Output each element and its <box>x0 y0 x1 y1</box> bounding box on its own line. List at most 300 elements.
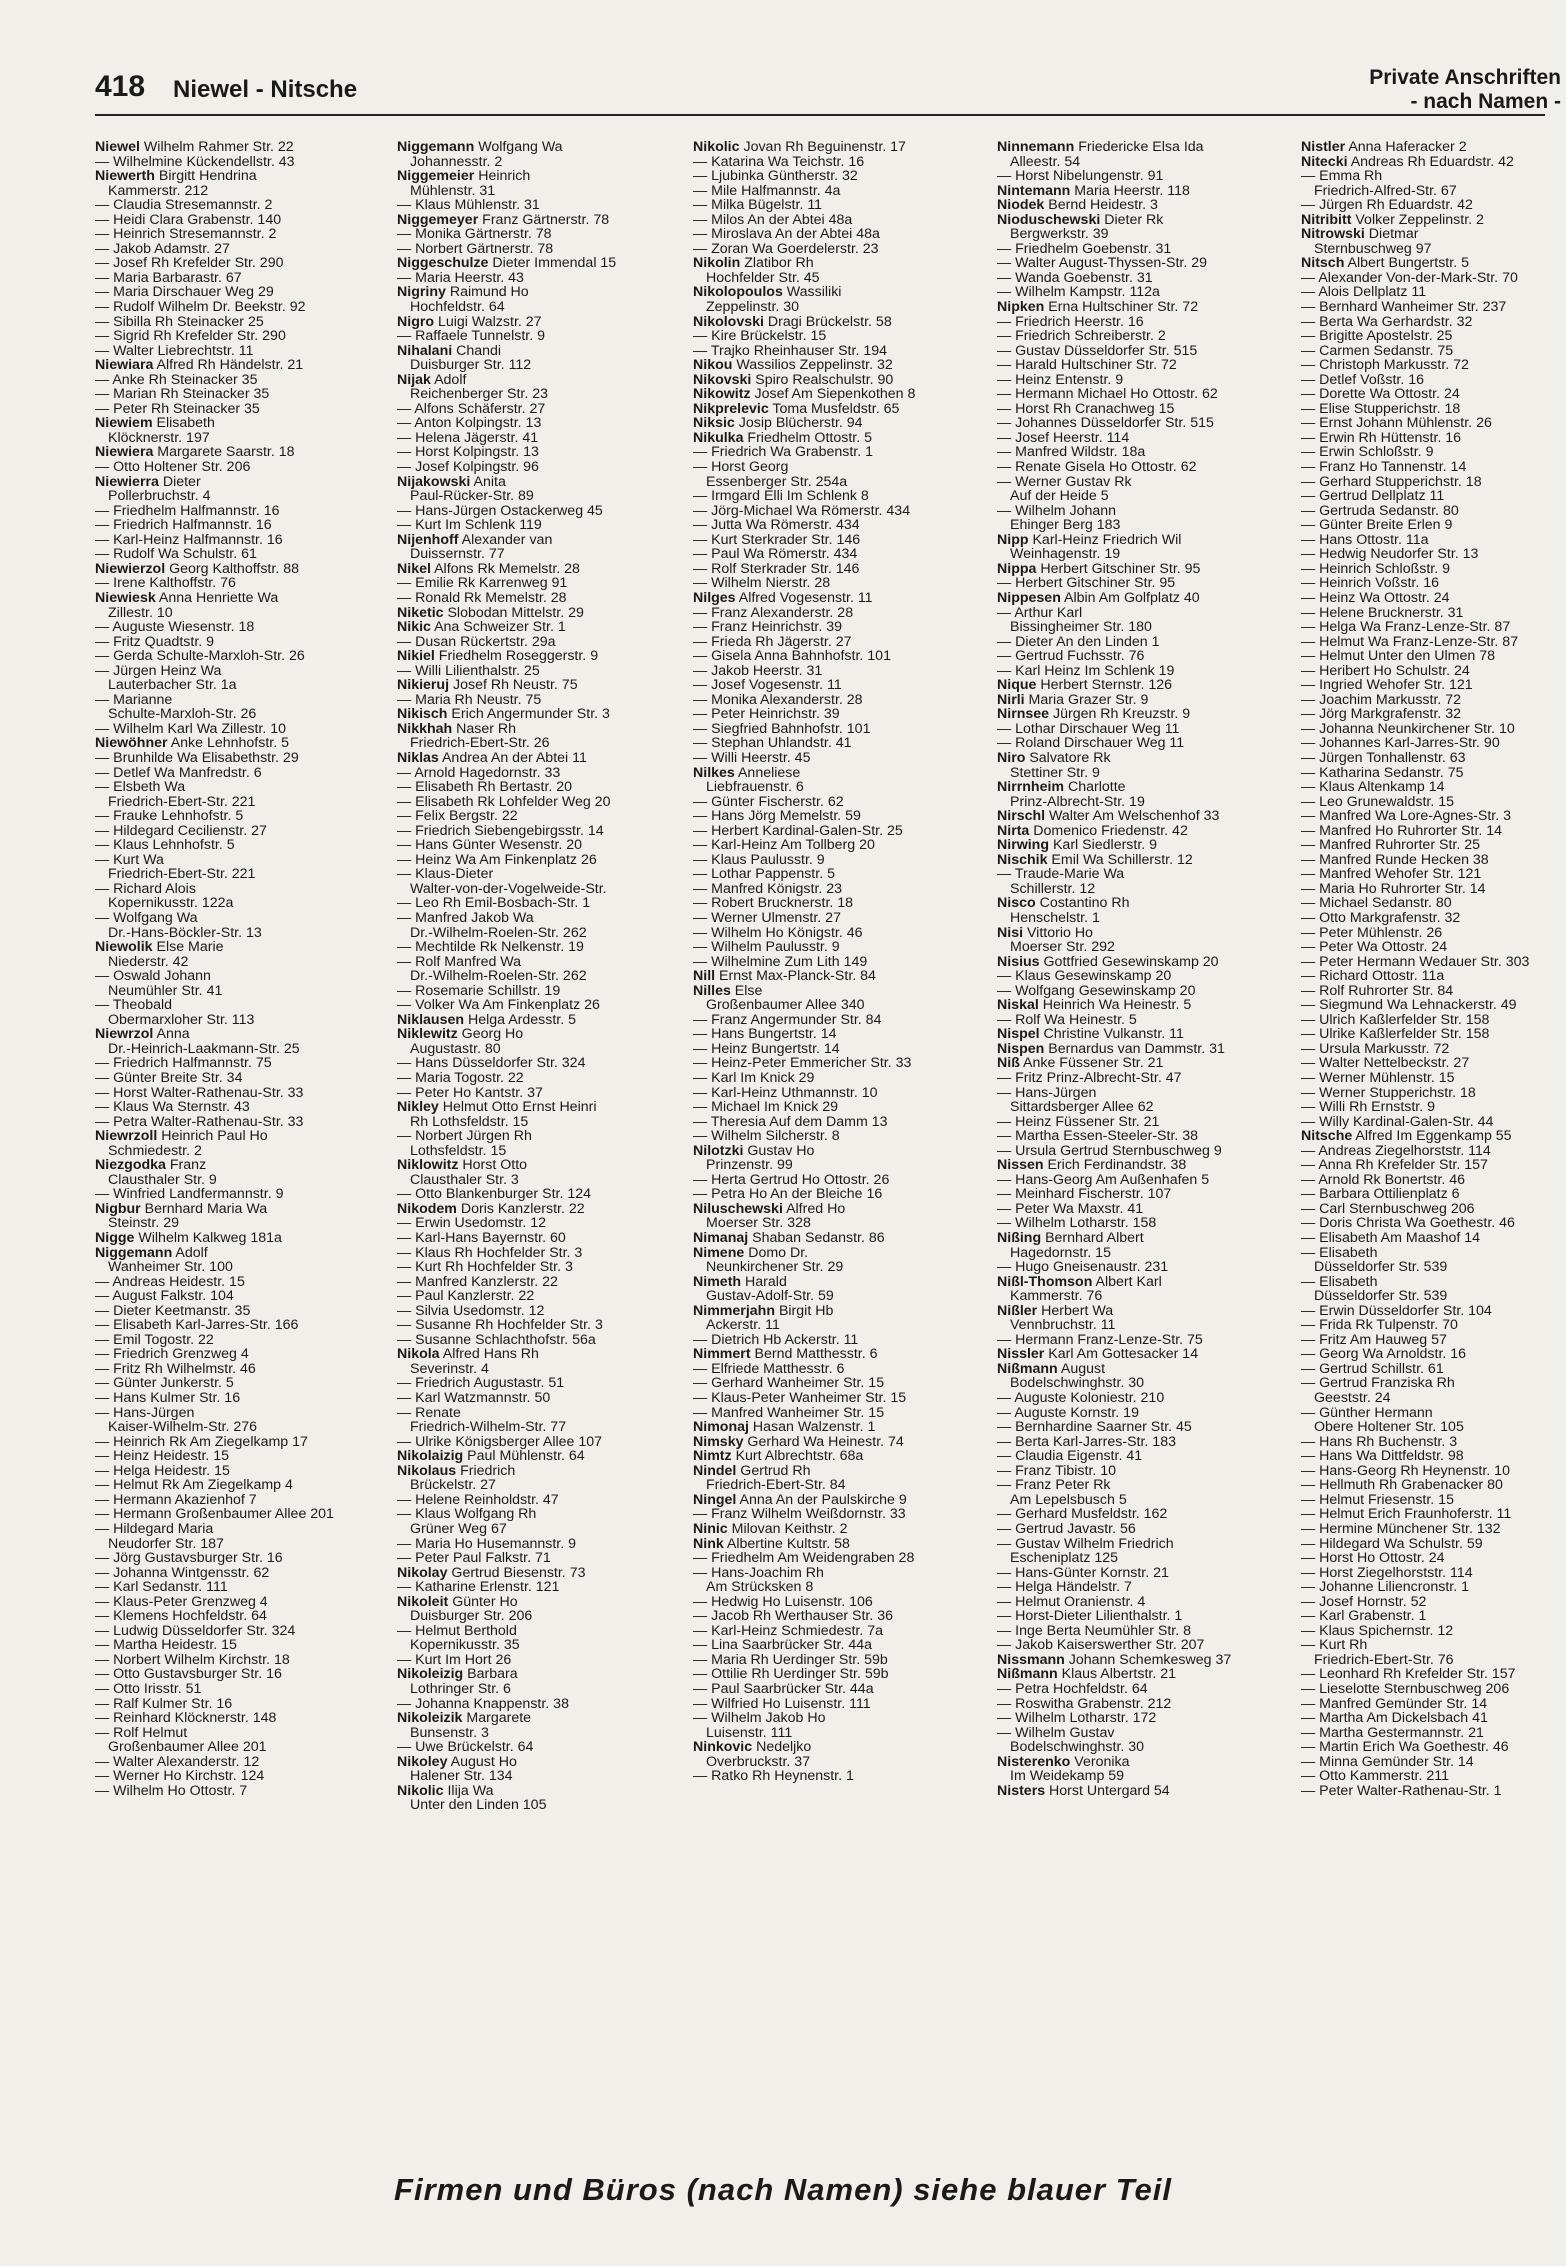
directory-entry: — Ronald Rk Memelstr. 28 <box>397 589 567 606</box>
directory-entry: — Wilhelm Paulusstr. 9 <box>693 939 840 956</box>
surname: Niodek <box>997 197 1045 214</box>
directory-entry: — Jürgen Tonhallenstr. 63 <box>1301 749 1466 766</box>
directory-column-2 <box>397 140 687 1813</box>
directory-entry: — Lina Saarbrücker Str. 44a <box>693 1637 873 1654</box>
directory-column-5 <box>1301 140 1561 1798</box>
directory-entry: — Manfred Wildstr. 18a <box>997 444 1146 461</box>
directory-entry: Nimonaj Hasan Walzenstr. 1 <box>693 1419 876 1436</box>
directory-entry: — Kire Brückelstr. 15 <box>693 328 827 345</box>
directory-entry: — Manfred Runde Hecken 38 <box>1301 851 1489 868</box>
directory-entry: Moerser Str. 292 <box>1010 939 1115 956</box>
surname: Nitribitt <box>1301 211 1352 228</box>
directory-entry: Nigriny Raimund Ho <box>397 284 529 301</box>
directory-entry: Nispel Christine Vulkanstr. 11 <box>997 1026 1184 1043</box>
directory-entry: — Heribert Ho Schulstr. 24 <box>1301 662 1470 679</box>
directory-entry: — Horst Georg <box>693 459 789 476</box>
directory-entry: Niewiera Margarete Saarstr. 18 <box>95 444 295 461</box>
directory-entry: — Oswald Johann <box>95 968 211 985</box>
surname: Nijak <box>397 371 431 388</box>
directory-entry: Dr.-Hans-Böckler-Str. 13 <box>108 924 262 941</box>
surname: Niewöhner <box>95 735 168 752</box>
directory-entry: — Paul Saarbrücker Str. 44a <box>693 1680 874 1697</box>
directory-entry: — Maria Rh Uerdinger Str. 59b <box>693 1651 888 1668</box>
directory-entry: Nimmerjahn Birgit Hb <box>693 1302 834 1319</box>
directory-entry: — Friedrich Halfmannstr. 75 <box>95 1055 272 1072</box>
directory-entry: Klöcknerstr. 197 <box>108 429 210 446</box>
directory-entry: — Frauke Lehnhofstr. 5 <box>95 808 244 825</box>
directory-entry: Zillestr. 10 <box>108 604 173 621</box>
surname: Niggeschulze <box>397 255 489 272</box>
directory-entry: — Horst Ziegelhorststr. 114 <box>1301 1564 1473 1581</box>
surname: Nikou <box>693 357 733 374</box>
directory-entry: — Wilhelm Silcherstr. 8 <box>693 1128 840 1145</box>
directory-entry: Niewrzoll Heinrich Paul Ho <box>95 1128 268 1145</box>
directory-entry: Mühlenstr. 31 <box>410 182 496 199</box>
surname: Nißl-Thomson <box>997 1273 1093 1290</box>
directory-entry: — Emma Rh <box>1301 168 1383 185</box>
directory-entry: Nikoley August Ho <box>397 1753 517 1770</box>
directory-entry: Nitecki Andreas Rh Eduardstr. 42 <box>1301 153 1514 170</box>
directory-entry: Nitsch Albert Bungertstr. 5 <box>1301 255 1469 272</box>
directory-entry: — Heinz Heidestr. 15 <box>95 1448 230 1465</box>
directory-entry: Nikodem Doris Kanzlerstr. 22 <box>397 1200 585 1217</box>
directory-entry: Nigge Wilhelm Kalkweg 181a <box>95 1230 282 1247</box>
surname: Nissler <box>997 1346 1045 1363</box>
directory-entry: — Hans Wa Dittfeldstr. 98 <box>1301 1448 1464 1465</box>
directory-entry: — Günter Breite Erlen 9 <box>1301 517 1453 534</box>
directory-entry: — Hermann Großenbaumer Allee 201 <box>95 1506 334 1523</box>
surname: Nißler <box>997 1302 1038 1319</box>
directory-entry: — Otto Blankenburger Str. 124 <box>397 1186 592 1203</box>
directory-entry: — Ljubinka Güntherstr. 32 <box>693 168 858 185</box>
directory-entry: — Klaus-Peter Grenzweg 4 <box>95 1593 268 1610</box>
surname: Nill <box>693 968 716 985</box>
surname: Niketic <box>397 604 444 621</box>
directory-entry: — Franz Alexanderstr. 28 <box>693 604 854 621</box>
directory-entry: — Leo Rh Emil-Bosbach-Str. 1 <box>397 895 591 912</box>
directory-entry: — Rolf Helmut <box>95 1724 188 1741</box>
directory-entry: — Johannes Düsseldorfer Str. 515 <box>997 415 1214 432</box>
directory-entry: — Peter Wa Maxstr. 41 <box>997 1200 1144 1217</box>
directory-entry: — Erwin Schloßstr. 9 <box>1301 444 1434 461</box>
directory-entry: Nirli Maria Grazer Str. 9 <box>997 691 1149 708</box>
surname: Nikolay <box>397 1564 448 1581</box>
directory-entry: Nigro Luigi Walzstr. 27 <box>397 313 542 330</box>
surname: Nisco <box>997 895 1036 912</box>
directory-entry: Bodelschwinghstr. 30 <box>1010 1739 1145 1756</box>
directory-entry: — Gertrud Fuchsstr. 76 <box>997 648 1145 665</box>
directory-entry: Nikoleizig Barbara <box>397 1666 518 1683</box>
directory-entry: — Michael Sedanstr. 80 <box>1301 895 1452 912</box>
directory-entry: — Siegmund Wa Lehnackerstr. 49 <box>1301 997 1517 1014</box>
directory-entry: Overbruckstr. 37 <box>706 1753 811 1770</box>
directory-entry: — Karl-Hans Bayernstr. 60 <box>397 1230 566 1247</box>
directory-entry: — Jakob Adamstr. 27 <box>95 240 230 257</box>
surname: Nirta <box>997 822 1030 839</box>
surname: Nindel <box>693 1462 737 1479</box>
directory-entry: — Paul Wa Römerstr. 434 <box>693 546 858 563</box>
directory-entry: — Elisabeth Karl-Jarres-Str. 166 <box>95 1317 299 1334</box>
directory-entry: — Karl Watzmannstr. 50 <box>397 1390 551 1407</box>
directory-entry: — Ludwig Düsseldorfer Str. 324 <box>95 1622 296 1639</box>
page-title: Niewel - Nitsche <box>173 76 358 103</box>
directory-entry: — Martha Gestermannstr. 21 <box>1301 1724 1484 1741</box>
directory-entry: — Felix Bergstr. 22 <box>397 808 518 825</box>
directory-entry: Niluschewski Alfred Ho <box>693 1200 846 1217</box>
directory-entry: — Helmut Erich Fraunhoferstr. 11 <box>1301 1506 1512 1523</box>
directory-entry: — Wolfgang Wa <box>95 909 198 926</box>
directory-entry: — Elise Stupperichstr. 18 <box>1301 400 1461 417</box>
directory-entry: Augustastr. 80 <box>410 1040 501 1057</box>
directory-entry: — Manfred Kanzlerstr. 22 <box>397 1273 558 1290</box>
directory-entry: — Winfried Landfermannstr. 9 <box>95 1186 284 1203</box>
directory-entry: — Ursula Gertrud Sternbuschweg 9 <box>997 1142 1222 1159</box>
directory-entry: — Richard Alois <box>95 880 196 897</box>
directory-entry: Niggemeier Heinrich <box>397 168 531 185</box>
directory-entry: Zeppelinstr. 30 <box>706 299 800 316</box>
directory-entry: — Petra Walter-Rathenau-Str. 33 <box>95 1113 304 1130</box>
directory-entry: — Auguste Wiesenstr. 18 <box>95 619 255 636</box>
directory-entry: Ninic Milovan Keithstr. 2 <box>693 1520 848 1537</box>
directory-entry: Hagedornstr. 15 <box>1010 1244 1111 1261</box>
surname: Nikolin <box>693 255 741 272</box>
directory-entry: Nijak Adolf <box>397 371 467 388</box>
directory-entry: Nikolic Jovan Rh Beguinenstr. 17 <box>693 139 906 155</box>
directory-entry: — Hans-Jürgen <box>95 1404 195 1421</box>
directory-entry: — Werner Mühlenstr. 15 <box>1301 1070 1455 1086</box>
directory-entry: Niklewitz Georg Ho <box>397 1026 524 1043</box>
directory-entry: — Irmgard Elli Im Schlenk 8 <box>693 488 869 505</box>
surname: Nikisch <box>397 706 448 723</box>
directory-entry: — Franz Peter Rk <box>997 1477 1111 1494</box>
surname: Nilotzki <box>693 1142 744 1159</box>
surname: Niewolik <box>95 939 153 956</box>
directory-entry: Nilles Else <box>693 982 763 999</box>
directory-entry: Nirta Domenico Friedenstr. 42 <box>997 822 1188 839</box>
directory-entry: — Johanna Knappenstr. 38 <box>397 1695 569 1712</box>
directory-entry: Nill Ernst Max-Planck-Str. 84 <box>693 968 876 985</box>
directory-entry: — Ernst Johann Mühlenstr. 26 <box>1301 415 1492 432</box>
surname: Nikulka <box>693 429 744 446</box>
directory-entry: — Mile Halfmannstr. 4a <box>693 182 841 199</box>
surname: Nink <box>693 1535 724 1552</box>
directory-entry: — Ulrike Königsberger Allee 107 <box>397 1433 603 1450</box>
directory-entry: Grüner Weg 67 <box>410 1520 507 1537</box>
directory-entry: — Josef Hornstr. 52 <box>1301 1593 1427 1610</box>
directory-entry: Nirnsee Jürgen Rh Kreuzstr. 9 <box>997 706 1191 723</box>
directory-entry: — Friedhelm Am Weidengraben 28 <box>693 1550 915 1567</box>
directory-entry: — Heidi Clara Grabenstr. 140 <box>95 211 282 228</box>
surname: Nikieruj <box>397 677 450 694</box>
directory-entry: — Manfred Ruhrorter Str. 25 <box>1301 837 1480 854</box>
surname: Niewiesk <box>95 589 156 606</box>
directory-entry: — Rosemarie Schillstr. 19 <box>397 982 561 999</box>
directory-entry: — Helmut Oranienstr. 4 <box>997 1593 1146 1610</box>
directory-entry: — Jörg Gustavsburger Str. 16 <box>95 1550 283 1567</box>
directory-entry: Essenberger Str. 254a <box>706 473 848 490</box>
directory-entry: — Wilhelmine Kückendellstr. 43 <box>95 153 295 170</box>
directory-entry: — Kurt Im Schlenk 119 <box>397 517 542 534</box>
directory-entry: Niggeschulze Dieter Immendal 15 <box>397 255 617 272</box>
directory-entry: — Zoran Wa Goerdelerstr. 23 <box>693 240 879 257</box>
surname: Nikolopoulos <box>693 284 783 301</box>
directory-entry: Schillerstr. 12 <box>1010 880 1096 897</box>
directory-entry: — Renate Gisela Ho Ottostr. 62 <box>997 459 1197 476</box>
directory-entry: — Wilhelm Jakob Ho <box>693 1710 826 1727</box>
directory-entry: Nirschl Walter Am Welschenhof 33 <box>997 808 1220 825</box>
directory-entry: Friedrich-Wilhelm-Str. 77 <box>410 1419 567 1436</box>
directory-entry: Weinhagenstr. 19 <box>1010 546 1121 563</box>
directory-entry: — Helga Heidestr. 15 <box>95 1462 230 1479</box>
directory-entry: Am Strücksken 8 <box>706 1579 814 1596</box>
directory-entry: — Jutta Wa Römerstr. 434 <box>693 517 860 534</box>
directory-entry: — Bernhard Wanheimer Str. 237 <box>1301 299 1507 316</box>
directory-entry: — Frieda Rh Jägerstr. 27 <box>693 633 852 650</box>
directory-entry: — Katharine Erlenstr. 121 <box>397 1579 560 1596</box>
directory-entry: — Inge Berta Neumühler Str. 8 <box>997 1622 1191 1639</box>
directory-entry: — Roland Dirschauer Weg 11 <box>997 735 1185 752</box>
directory-entry: Nißmann Klaus Albertstr. 21 <box>997 1666 1176 1683</box>
directory-entry: — Detlef Voßstr. 16 <box>1301 371 1425 388</box>
directory-entry: Pollerbruchstr. 4 <box>108 488 211 505</box>
directory-entry: — Monika Gärtnerstr. 78 <box>397 226 552 243</box>
directory-entry: Nique Herbert Sternstr. 126 <box>997 677 1173 694</box>
directory-entry: — Ottilie Rh Uerdinger Str. 59b <box>693 1666 889 1683</box>
surname: Niro <box>997 749 1026 766</box>
directory-entry: — Peter Mühlenstr. 26 <box>1301 924 1443 941</box>
directory-entry: — Werner Stupperichstr. 18 <box>1301 1084 1476 1101</box>
directory-entry: — Gerda Schulte-Marxloh-Str. 26 <box>95 648 305 665</box>
directory-entry: — Sigrid Rh Krefelder Str. 290 <box>95 328 286 345</box>
directory-entry: — Friedrich Schreiberstr. 2 <box>997 328 1166 345</box>
directory-entry: — Ralf Kulmer Str. 16 <box>95 1695 233 1712</box>
directory-entry: — Theresia Auf dem Damm 13 <box>693 1113 888 1130</box>
surname: Nijenhoff <box>397 531 459 548</box>
directory-entry: — Hans-Jürgen Ostackerweg 45 <box>397 502 603 519</box>
surname: Nikola <box>397 1346 440 1363</box>
surname: Nippa <box>997 560 1037 577</box>
directory-entry: — Helga Händelstr. 7 <box>997 1579 1132 1596</box>
directory-entry: Auf der Heide 5 <box>1010 488 1109 505</box>
directory-entry: Ehinger Berg 183 <box>1010 517 1121 534</box>
directory-entry: — Georg Wa Arnoldstr. 16 <box>1301 1346 1467 1363</box>
directory-entry: Großenbaumer Allee 340 <box>706 997 865 1014</box>
directory-entry: — Günther Hermann <box>1301 1404 1433 1421</box>
directory-entry: Halener Str. 134 <box>410 1768 513 1785</box>
directory-entry: — Klaus Paulusstr. 9 <box>693 851 825 868</box>
directory-entry: Friedrich-Ebert-Str. 84 <box>706 1477 846 1494</box>
directory-entry: — Gustav Wilhelm Friedrich <box>997 1535 1174 1552</box>
directory-entry: — Christoph Markusstr. 72 <box>1301 357 1469 374</box>
surname: Niß <box>997 1055 1020 1072</box>
directory-entry: — Helene Reinholdstr. 47 <box>397 1491 559 1508</box>
directory-entry: Walter-von-der-Vogelweide-Str. <box>410 880 607 897</box>
directory-entry: Friedrich-Alfred-Str. 67 <box>1314 182 1457 199</box>
directory-entry: Nikley Helmut Otto Ernst Heinri <box>397 1099 597 1116</box>
directory-entry: — Erwin Rh Hüttenstr. 16 <box>1301 429 1462 446</box>
directory-entry: — Hildegard Maria <box>95 1520 214 1537</box>
directory-entry: — Joachim Markusstr. 72 <box>1301 691 1462 708</box>
directory-entry: Unter den Linden 105 <box>410 1797 547 1814</box>
surname: Nispen <box>997 1040 1045 1057</box>
directory-entry: Niklowitz Horst Otto <box>397 1157 528 1174</box>
directory-entry: — Hans-Günter Kornstr. 21 <box>997 1564 1169 1581</box>
directory-entry: — Jürgen Heinz Wa <box>95 662 222 679</box>
directory-entry: Nikel Alfons Rk Memelstr. 28 <box>397 560 580 577</box>
directory-entry: Obermarxloher Str. 113 <box>108 1011 255 1028</box>
surname: Nikiel <box>397 648 435 665</box>
directory-entry: Wanheimer Str. 100 <box>108 1259 233 1276</box>
directory-column-4 <box>997 140 1287 1798</box>
surname: Niewierzol <box>95 560 166 577</box>
directory-entry: — Michael Im Knick 29 <box>693 1099 839 1116</box>
directory-entry: — Gustav Düsseldorfer Str. 515 <box>997 342 1198 359</box>
directory-entry: Neudorfer Str. 187 <box>108 1535 224 1552</box>
directory-entry: — Kurt Rh <box>1301 1637 1368 1654</box>
surname: Nitsch <box>1301 255 1345 272</box>
directory-entry: — Johannes Karl-Jarres-Str. 90 <box>1301 735 1500 752</box>
directory-entry: Bissingheimer Str. 180 <box>1010 619 1152 636</box>
directory-entry: Lauterbacher Str. 1a <box>108 677 237 694</box>
directory-entry: — Rolf Ruhrorter Str. 84 <box>1301 982 1454 999</box>
directory-entry: — Leonhard Rh Krefelder Str. 157 <box>1301 1666 1516 1683</box>
directory-entry: Bodelschwinghstr. 30 <box>1010 1375 1145 1392</box>
directory-entry: Nischik Emil Wa Schillerstr. 12 <box>997 851 1193 868</box>
page-header <box>95 66 1565 126</box>
directory-entry: — Brunhilde Wa Elisabethstr. 29 <box>95 749 299 766</box>
directory-entry: Nindel Gertrud Rh <box>693 1462 811 1479</box>
directory-entry: — Hans Bungertstr. 14 <box>693 1026 837 1043</box>
directory-entry: — Hans Düsseldorfer Str. 324 <box>397 1055 586 1072</box>
directory-entry: — Reinhard Klöcknerstr. 148 <box>95 1710 277 1727</box>
directory-entry: Niksic Josip Blücherstr. 94 <box>693 415 863 432</box>
directory-entry: Dr.-Wilhelm-Roelen-Str. 262 <box>410 924 587 941</box>
directory-entry: — Fritz Prinz-Albrecht-Str. 47 <box>997 1070 1182 1086</box>
directory-entry: Alleestr. 54 <box>1010 153 1081 170</box>
directory-entry: — Anton Kolpingstr. 13 <box>397 415 542 432</box>
directory-entry: — Alfons Schäferstr. 27 <box>397 400 546 417</box>
surname: Nippesen <box>997 589 1061 606</box>
directory-entry: — Rudolf Wilhelm Dr. Beekstr. 92 <box>95 299 306 316</box>
surname: Ningel <box>693 1491 737 1508</box>
surname: Nikprelevic <box>693 400 769 417</box>
directory-entry: Niggemann Adolf <box>95 1244 208 1261</box>
directory-entry: Dr.-Heinrich-Laakmann-Str. 25 <box>108 1040 300 1057</box>
directory-entry: — Wilhelm Karl Wa Zillestr. 10 <box>95 720 287 737</box>
surname: Niggemann <box>397 139 475 155</box>
surname: Niewiara <box>95 357 154 374</box>
surname: Nilges <box>693 589 736 606</box>
directory-entry: — Friedrich Halfmannstr. 16 <box>95 517 272 534</box>
directory-entry: Nikkhah Naser Rh <box>397 720 517 737</box>
directory-entry: — Elisabeth <box>1301 1244 1378 1261</box>
surname: Ninkovic <box>693 1739 753 1756</box>
page-number: 418 <box>95 70 146 103</box>
directory-entry: — Dorette Wa Ottostr. 24 <box>1301 386 1460 403</box>
surname: Nioduschewski <box>997 211 1101 228</box>
directory-entry: Nikprelevic Toma Musfeldstr. 65 <box>693 400 900 417</box>
surname: Nirli <box>997 691 1025 708</box>
directory-entry: Nimanaj Shaban Sedanstr. 86 <box>693 1230 885 1247</box>
surname: Niklewitz <box>397 1026 458 1043</box>
directory-entry: — Mechtilde Rk Nelkenstr. 19 <box>397 939 584 956</box>
directory-entry: — Marianne <box>95 691 173 708</box>
surname: Nimmert <box>693 1346 751 1363</box>
directory-entry: — Andreas Ziegelhorststr. 114 <box>1301 1142 1491 1159</box>
directory-entry: — Ingried Wehofer Str. 121 <box>1301 677 1473 694</box>
directory-entry: — Maria Ho Husemannstr. 9 <box>397 1535 576 1552</box>
directory-entry: — Claudia Stresemannstr. 2 <box>95 197 273 214</box>
surname: Nitecki <box>1301 153 1348 170</box>
directory-entry: — Wilhelm Kampstr. 112a <box>997 284 1160 301</box>
directory-entry: Neumühler Str. 41 <box>108 982 223 999</box>
surname: Niewiera <box>95 444 154 461</box>
directory-entry: Nisterenko Veronika <box>997 1753 1130 1770</box>
surname: Nijakowski <box>397 473 471 490</box>
directory-entry: — Jacob Rh Werthauser Str. 36 <box>693 1608 894 1625</box>
directory-entry: Friedrich-Ebert-Str. 221 <box>108 793 256 810</box>
directory-entry: — Werner Ho Kirchstr. 124 <box>95 1768 265 1785</box>
directory-entry: Niß Anke Füssener Str. 21 <box>997 1055 1164 1072</box>
directory-entry: — Hildegard Wa Schulstr. 59 <box>1301 1535 1483 1552</box>
surname: Nikowitz <box>693 386 751 403</box>
surname: Nimtz <box>693 1448 732 1465</box>
directory-entry: Nispen Bernardus van Dammstr. 31 <box>997 1040 1225 1057</box>
surname: Nimeth <box>693 1273 742 1290</box>
directory-entry: — Manfred Wehofer Str. 121 <box>1301 866 1482 883</box>
directory-entry: Nitribitt Volker Zeppelinstr. 2 <box>1301 211 1484 228</box>
directory-entry: — Herta Gertrud Ho Ottostr. 26 <box>693 1171 890 1188</box>
surname: Nisius <box>997 953 1040 970</box>
surname: Nirwing <box>997 837 1050 854</box>
directory-entry: — Erwin Usedomstr. 12 <box>397 1215 547 1232</box>
surname: Nimonaj <box>693 1419 749 1436</box>
directory-entry: — Klaus Lehnhofstr. 5 <box>95 837 235 854</box>
directory-entry: — Gertruda Sedanstr. 80 <box>1301 502 1459 519</box>
surname: Nikkhah <box>397 720 453 737</box>
directory-entry: — Günter Breite Str. 34 <box>95 1070 243 1086</box>
surname: Niklausen <box>397 1011 465 1028</box>
directory-entry: — Klaus-Dieter <box>397 866 494 883</box>
directory-entry: Obere Holtener Str. 105 <box>1314 1419 1464 1436</box>
surname: Nisterenko <box>997 1753 1071 1770</box>
directory-entry: — Meinhard Fischerstr. 107 <box>997 1186 1172 1203</box>
directory-entry: Nippa Herbert Gitschiner Str. 95 <box>997 560 1201 577</box>
directory-entry: Nikolopoulos Wassiliki <box>693 284 842 301</box>
directory-entry: — Detlef Wa Manfredstr. 6 <box>95 764 262 781</box>
surname: Nimmerjahn <box>693 1302 775 1319</box>
directory-entry: Nijakowski Anita <box>397 473 506 490</box>
surname: Nirrnheim <box>997 779 1065 796</box>
directory-entry: — Hans-Georg Am Außenhafen 5 <box>997 1171 1210 1188</box>
directory-entry: — Arthur Karl <box>997 604 1083 621</box>
surname: Nitsche <box>1301 1128 1353 1145</box>
directory-entry: Niewierzol Georg Kalthoffstr. 88 <box>95 560 299 577</box>
directory-entry: Hochfeldstr. 64 <box>410 299 505 316</box>
directory-entry: Niklas Andrea An der Abtei 11 <box>397 749 587 766</box>
directory-entry: — Otto Holtener Str. 206 <box>95 459 251 476</box>
directory-entry: Nikic Ana Schweizer Str. 1 <box>397 619 566 636</box>
directory-entry: — Horst Ho Ottostr. 24 <box>1301 1550 1445 1567</box>
directory-entry: — Monika Alexanderstr. 28 <box>693 691 863 708</box>
directory-entry: Niodek Bernd Heidestr. 3 <box>997 197 1158 214</box>
directory-entry: — Ulrike Kaßlerfelder Str. 158 <box>1301 1026 1490 1043</box>
directory-entry: Kopernikusstr. 122a <box>108 895 234 912</box>
directory-entry: — Hermann Franz-Lenze-Str. 75 <box>997 1331 1203 1348</box>
surname: Nikolic <box>397 1782 444 1799</box>
directory-entry: — Friedrich Wa Grabenstr. 1 <box>693 444 874 461</box>
directory-entry: — Klaus Altenkamp 14 <box>1301 779 1445 796</box>
